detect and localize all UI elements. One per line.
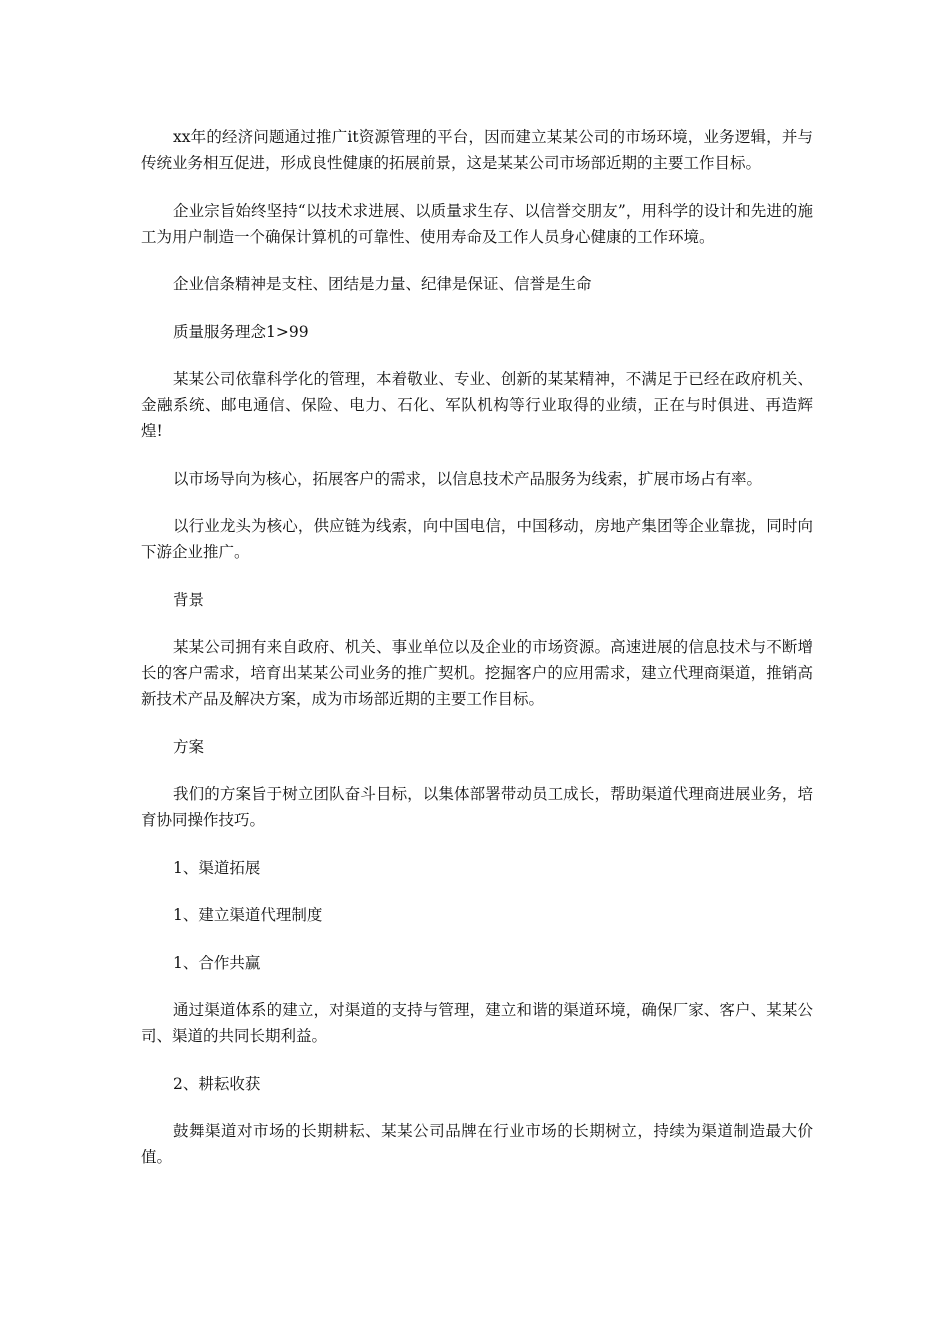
heading-channel-expansion: 1、渠道拓展 xyxy=(173,858,261,877)
document-body xyxy=(141,124,813,1192)
paragraph-channel-value: 鼓舞渠道对市场的长期耕耘、某某公司品牌在行业市场的长期树立，持续为渠道制造最大价值。 xyxy=(141,1122,813,1166)
paragraph-market-orientation: 以市场导向为核心，拓展客户的需求，以信息技术产品服务为线索，扩展市场占有率。 xyxy=(173,469,763,488)
heading-channel-agency-system: 1、建立渠道代理制度 xyxy=(173,906,323,924)
paragraph-plan: 我们的方案旨于树立团队奋斗目标，以集体部署带动员工成长，帮助渠道代理商进展业务，培育协同操作技巧。 xyxy=(141,785,813,829)
paragraph-management: 某某公司依靠科学化的管理，本着敬业、专业、创新的某某精神，不满足于已经在政府机关、金融系统、邮电通信、保险、电力、石化、军队机构等行业取得的业绩，正在与时俱进、再造辉煌! xyxy=(141,370,813,440)
paragraph-industry-leader: 以行业龙头为核心，供应链为线索，向中国电信，中国移动，房地产集团等企业靠拢，同时向下游企业推广。 xyxy=(141,517,813,561)
heading-background: 背景 xyxy=(173,590,205,609)
heading-cultivate-harvest: 2、耕耘收获 xyxy=(173,1074,261,1093)
paragraph-background: 某某公司拥有来自政府、机关、事业单位以及企业的市场资源。高速进展的信息技术与不断增长的客户需求，培育出某某公司业务的推广契机。挖掘客户的应用需求，建立代理商渠道，推销高新技术产品及解决方案，成为市场部近期的主要工作目标。 xyxy=(141,638,813,708)
paragraph-service-philosophy: 质量服务理念1>99 xyxy=(173,322,309,341)
heading-plan: 方案 xyxy=(173,737,205,756)
paragraph-channel-system: 通过渠道体系的建立，对渠道的支持与管理，建立和谐的渠道环境，确保厂家、客户、某某公司、渠道的共同长期利益。 xyxy=(141,1001,813,1045)
paragraph-company-creed: 企业信条精神是支柱、团结是力量、纪律是保证、信誉是生命 xyxy=(173,275,592,293)
paragraph-company-purpose: 企业宗旨始终坚持“以技术求进展、以质量求生存、以信誉交朋友”，用科学的设计和先进的施工为用户制造一个确保计算机的可靠性、使用寿命及工作人员身心健康的工作环境。 xyxy=(141,201,813,246)
paragraph-intro: xx年的经济问题通过推广it资源管理的平台，因而建立某某公司的市场环境，业务逻辑，并与传统业务相互促进，形成良性健康的拓展前景，这是某某公司市场部近期的主要工作目标。 xyxy=(141,128,814,172)
heading-win-win: 1、合作共赢 xyxy=(173,953,261,972)
